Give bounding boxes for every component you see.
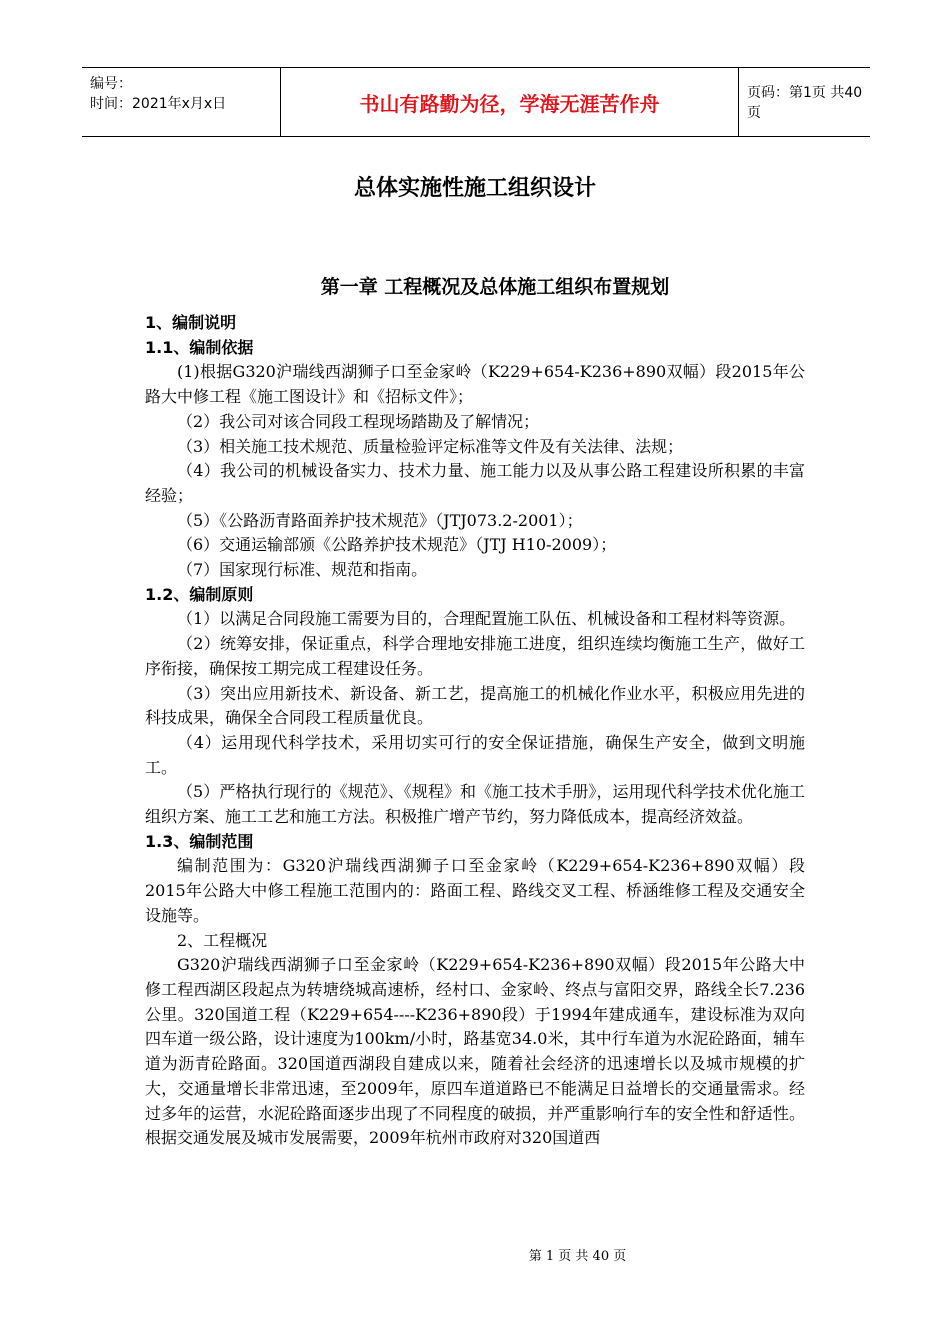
paragraph: （7）国家现行标准、规范和指南。 bbox=[177, 560, 428, 580]
doc-number-label: 编号： bbox=[90, 76, 132, 92]
subsection-heading: 1.2、编制原则 bbox=[145, 584, 254, 604]
page-footer: 第 1 页 共 40 页 bbox=[528, 1249, 627, 1264]
header-motto: 书山有路勤为径，学海无涯苦作舟 bbox=[280, 68, 739, 136]
paragraph: （2）我公司对该合同段工程现场踏勘及了解情况； bbox=[177, 411, 540, 431]
document-title: 总体实施性施工组织设计 bbox=[353, 176, 596, 201]
subsection-heading: 1.3、编制范围 bbox=[145, 831, 254, 851]
header-left-cell bbox=[82, 68, 280, 136]
paragraph: （2）统筹安排，保证重点，科学合理地安排施工进度，组织连续均衡施工生产，做好工序衔接，确保按工期完成工程建设任务。 bbox=[145, 634, 805, 678]
doc-date: 时间：2021年x月x日 bbox=[90, 96, 227, 112]
paragraph: （3）相关施工技术规范、质量检验评定标准等文件及有关法律、法规； bbox=[177, 436, 684, 456]
paragraph: （1）以满足合同段施工需要为目的，合理配置施工队伍、机械设备和工程材料等资源。 bbox=[177, 609, 796, 629]
paragraph: （6）交通运输部颁《公路养护技术规范》（JTJ H10-2009）； bbox=[177, 535, 617, 555]
paragraph: G320沪瑞线西湖狮子口至金家岭（K229+654-K236+890双幅）段2015年公路大中修工程西湖区段起点为转塘绕城高速桥，经村口、金家岭、终点与富阳交界，路线全长7.236公里。320国道工程（K229+654----K236+890段）于1994年建成通车，建设标准为双向四车道一级公路，设计速度为100km/小时，路基宽34.0米，其中行车道为水泥砼路面，辅车道为沥青砼路面。320国道西湖段自建成以来，随着社会经济的迅速增长以及城市规模的扩大，交通量增长非常迅速，至2009年，原四车道道路已不能满足日益增长的交通量需求。经过多年的运营，水泥砼路面逐步出现了不同程度的破损，并严重影响行车的安全性和舒适性。根据交通发展及城市发展需要，2009年杭州市政府对320国道西 bbox=[145, 955, 805, 1148]
paragraph: （5）《公路沥青路面养护技术规范》（JTJ073.2-2001）； bbox=[177, 510, 583, 530]
paragraph: （5）严格执行现行的《规范》、《规程》和《施工技术手册》，运用现代科学技术优化施工组织方案、施工工艺和施工方法。积极推广增产节约，努力降低成本，提高经济效益。 bbox=[145, 782, 805, 827]
paragraph: （3）突出应用新技术、新设备、新工艺，提高施工的机械化作业水平，积极应用先进的科技成果，确保全合同段工程质量优良。 bbox=[145, 683, 805, 728]
header-page-info: 页码：第1页 共40页 bbox=[747, 85, 863, 121]
document-body bbox=[145, 311, 805, 1151]
header-table bbox=[82, 67, 870, 137]
paragraph: （4）我公司的机械设备实力、技术力量、施工能力以及从事公路工程建设所积累的丰富经验； bbox=[145, 461, 805, 505]
section-heading: 2、工程概况 bbox=[177, 930, 268, 950]
paragraph: (1)根据G320沪瑞线西湖狮子口至金家岭（K229+654-K236+890双幅）段2015年公路大中修工程《施工图设计》和《招标文件》； bbox=[145, 362, 805, 407]
subsection-heading: 1.1、编制依据 bbox=[145, 337, 254, 357]
paragraph: （4）运用现代科学技术，采用切实可行的安全保证措施，确保生产安全，做到文明施工。 bbox=[145, 732, 805, 777]
section-heading: 1、编制说明 bbox=[145, 313, 237, 332]
chapter-title: 第一章 工程概况及总体施工组织布置规划 bbox=[320, 276, 670, 298]
paragraph: 编制范围为：G320沪瑞线西湖狮子口至金家岭（K229+654-K236+890双幅）段2015年公路大中修工程施工范围内的：路面工程、路线交叉工程、桥涵维修工程及交通安全设施等。 bbox=[145, 856, 805, 925]
